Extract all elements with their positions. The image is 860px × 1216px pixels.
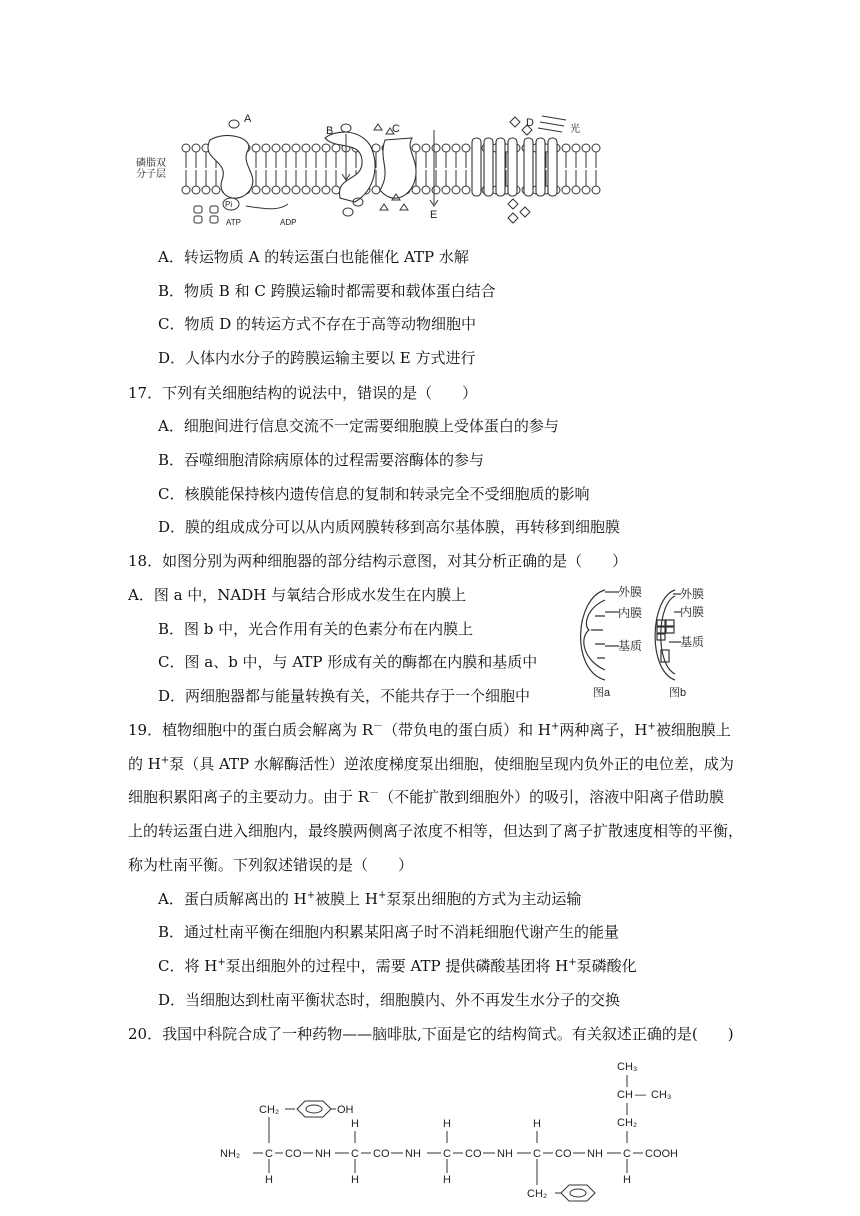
svg-text:NH: NH [497,1148,513,1160]
q19-stem-line-2: 的 H+泵（具 ATP 水解酶活性）逆浓度梯度泵出细胞，使细胞呈现内负外正的电位差，成为 [128,755,734,773]
q19-stem-line-1: 19．植物细胞中的蛋白质会解离为 R－（带负电的蛋白质）和 H+两种离子，H+被细胞膜上 [128,721,731,739]
fig-b-outer-label: 外膜 [680,587,705,601]
label-d: D [526,117,534,129]
q18-option-d: D．两细胞器都与能量转换有关，不能共存于一个细胞中 [158,687,531,705]
fig-a-outer-label: 外膜 [618,585,643,599]
label-a: A [244,113,252,125]
svg-text:H: H [443,1118,451,1130]
fig-a-inner-label: 内膜 [618,606,643,620]
svg-text:NH: NH [587,1148,603,1160]
q20-stem: 20．我国中科院合成了一种药物——脑啡肽,下面是它的结构简式。有关叙述正确的是( ) [128,1025,734,1043]
membrane-transport-figure [130,110,610,235]
enkephalin-structure [215,1055,695,1205]
svg-text:CH₂: CH₂ [617,1117,638,1129]
carrier-protein-c [380,138,416,198]
svg-text:C: C [623,1148,631,1160]
q19-option-d: D．当细胞达到杜南平衡状态时，细胞膜内、外不再发生水分子的交换 [158,991,621,1009]
mitochondrion-outer [581,590,605,680]
svg-text:H: H [443,1174,451,1186]
bilayer-label-1: 磷脂双 [136,158,166,169]
fig-b-matrix-label: 基质 [680,635,705,649]
label-pi: Pi [225,200,233,209]
q17-option-c: C．核膜能保持核内遗传信息的复制和转录完全不受细胞质的影响 [158,485,590,503]
label-atp: ATP [226,218,241,227]
q17-option-a: A．细胞间进行信息交流不一定需要细胞膜上受体蛋白的参与 [158,417,559,435]
label-c: C [392,123,400,135]
svg-text:CH₂: CH₂ [259,1104,280,1116]
svg-text:H: H [623,1174,631,1186]
mitochondrion-inner [584,600,605,670]
svg-text:H: H [533,1118,541,1130]
svg-text:H: H [265,1174,273,1186]
svg-text:—: — [635,1089,646,1101]
svg-text:CO: CO [555,1148,572,1160]
svg-text:H: H [351,1174,359,1186]
label-adp: ADP [280,218,297,227]
q18-option-a: A．图 a 中，NADH 与氧结合形成水发生在内膜上 [128,586,467,604]
svg-text:CH₂: CH₂ [527,1188,548,1200]
q19-option-a: A．蛋白质解离出的 H+被膜上 H+泵泵出细胞的方式为主动运输 [158,890,582,908]
q19-option-b: B．通过杜南平衡在细胞内积累某阳离子时不消耗细胞代谢产生的能量 [158,923,620,941]
svg-text:C: C [351,1148,359,1160]
label-e: E [430,209,438,221]
q17-option-b: B．吞噬细胞清除病原体的过程需要溶酶体的参与 [158,451,485,469]
svg-text:NH: NH [315,1148,331,1160]
svg-text:C: C [533,1148,541,1160]
q16-option-b: B．物质 B 和 C 跨膜运输时都需要和载体蛋白结合 [158,282,496,300]
svg-text:CH₃: CH₃ [651,1089,672,1101]
q17-stem: 17．下列有关细胞结构的说法中，错误的是（ ） [128,384,478,402]
q18-option-b: B．图 b 中，光合作用有关的色素分布在内膜上 [158,620,474,638]
svg-text:NH: NH [405,1148,421,1160]
fig-b-inner-label: 内膜 [680,605,705,619]
q18-option-c: C．图 a、b 中，与 ATP 形成有关的酶都在内膜和基质中 [158,653,538,671]
fig-a-caption: 图a [593,687,611,699]
svg-text:COOH: COOH [645,1148,678,1160]
q16-option-a: A．转运物质 A 的转运蛋白也能催化 ATP 水解 [158,248,469,266]
q19-stem-line-3: 细胞积累阳离子的主要动力。由于 R－（不能扩散到细胞外）的吸引，溶液中阳离子借助膜 [128,788,725,806]
organelle-figure [565,580,725,705]
transport-protein-a [208,135,253,198]
svg-text:C: C [443,1148,451,1160]
label-b: B [326,125,334,137]
svg-text:CO: CO [465,1148,482,1160]
fig-a-matrix-label: 基质 [618,639,643,653]
molecule-a [229,120,239,128]
fig-b-caption: 图b [669,687,687,699]
q19-stem-line-5: 称为杜南平衡。下列叙述错误的是（ ） [128,856,414,874]
q18-stem: 18．如图分别为两种细胞器的部分结构示意图，对其分析正确的是（ ） [128,552,628,570]
svg-text:NH₂: NH₂ [220,1148,241,1160]
svg-text:C: C [265,1148,273,1160]
q17-option-d: D．膜的组成成分可以从内质网膜转移到高尔基体膜，再转移到细胞膜 [158,518,621,536]
svg-text:CH: CH [617,1089,633,1101]
q19-stem-line-4: 上的转运蛋白进入细胞内，最终膜两侧离子浓度不相等，但达到了离子扩散速度相等的平衡， [128,822,744,840]
q16-option-d: D．人体内水分子的跨膜运输主要以 E 方式进行 [158,349,476,367]
q16-option-c: C．物质 D 的转运方式不存在于高等动物细胞中 [158,315,477,333]
svg-text:H: H [351,1118,359,1130]
svg-text:CO: CO [285,1148,302,1160]
channel-protein-d [472,138,557,196]
bilayer-label-2: 分子层 [136,169,166,180]
svg-text:CO: CO [373,1148,390,1160]
q19-option-c: C．将 H+泵出细胞外的过程中，需要 ATP 提供磷酸基团将 H+泵磷酸化 [158,957,637,975]
svg-text:CH₃: CH₃ [617,1061,638,1073]
label-light: 光 [570,124,580,135]
svg-text:OH: OH [337,1104,354,1116]
